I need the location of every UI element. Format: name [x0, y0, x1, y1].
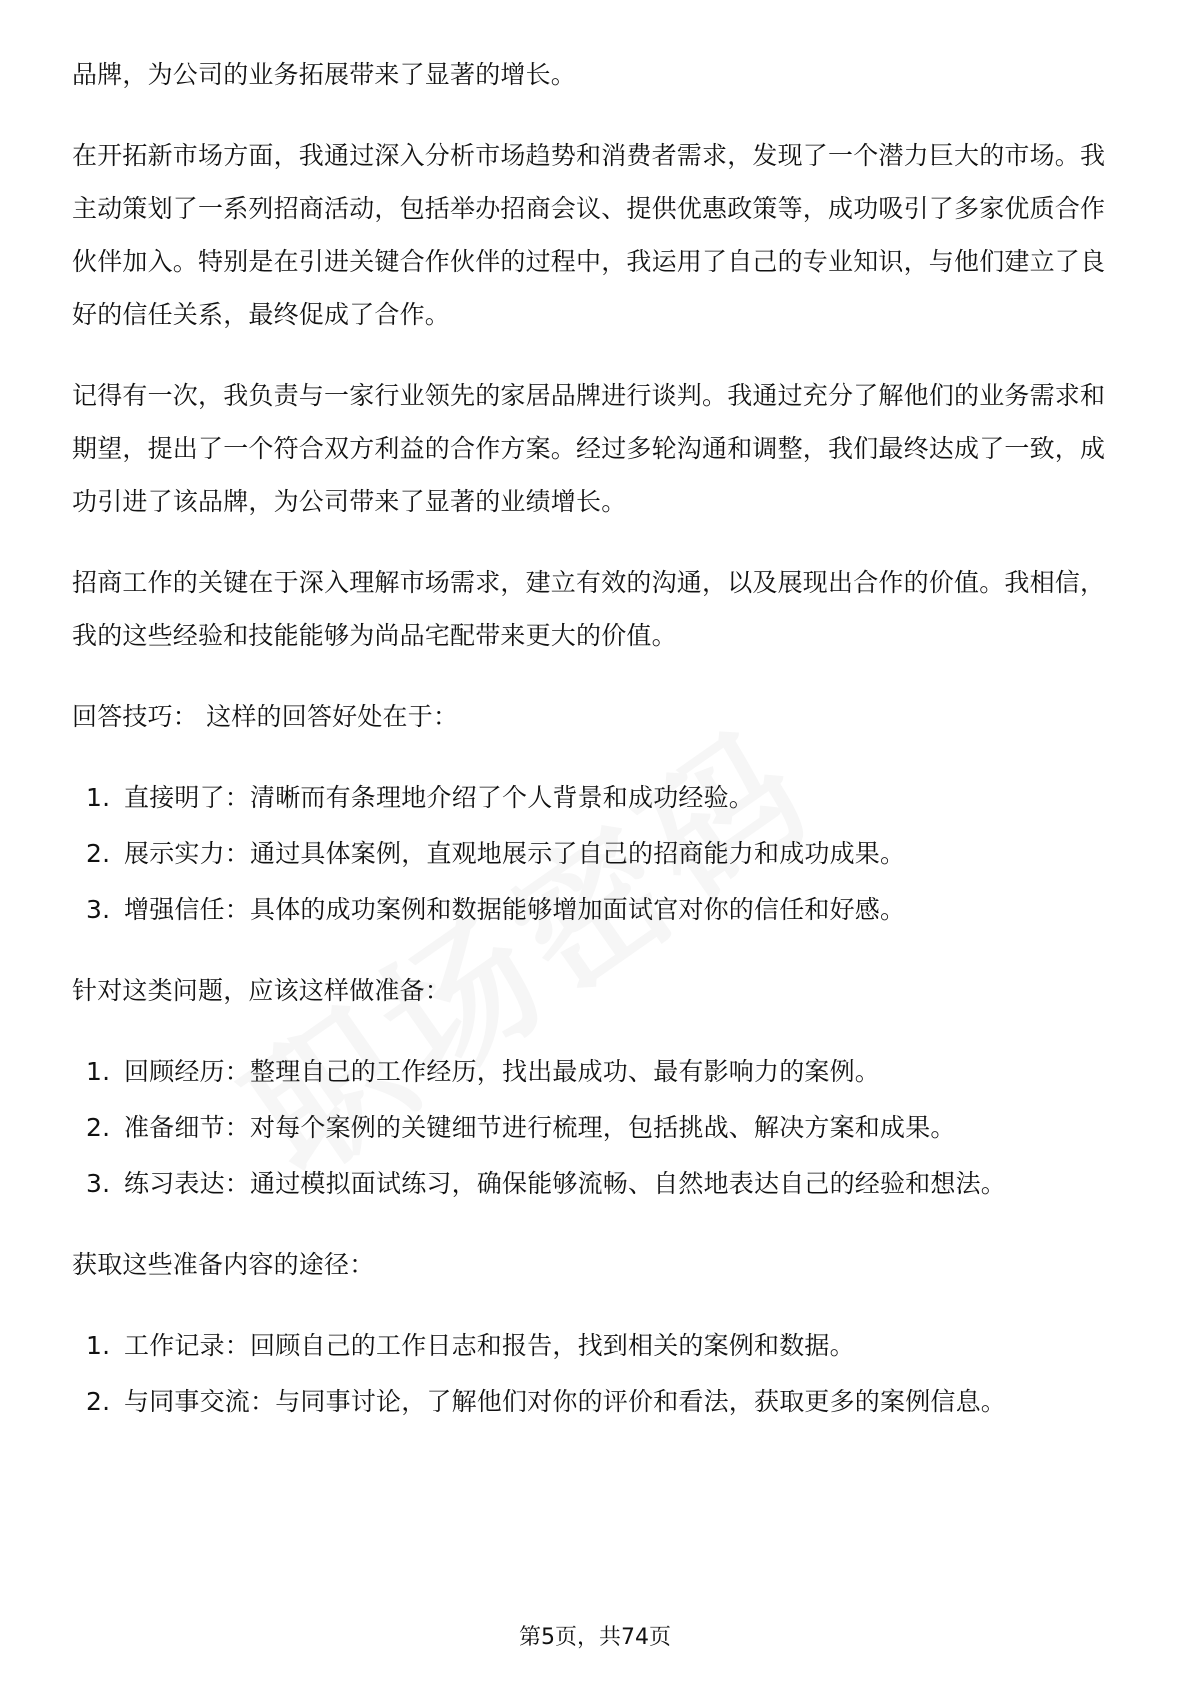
- paragraph: 记得有一次，我负责与一家行业领先的家居品牌进行谈判。我通过充分了解他们的业务需求和期望，提出了一个符合双方利益的合作方案。经过多轮沟通和调整，我们最终达成了一致，成功引进了该品牌，为公司带来了显著的业绩增长。: [72, 381, 1106, 516]
- source-list: [72, 1319, 1118, 1428]
- list-item: [72, 1157, 1118, 1210]
- list-number: 2.: [86, 1113, 111, 1142]
- list-item: [72, 1045, 1118, 1098]
- tips-heading: 回答技巧： 这样的回答好处在于：: [72, 702, 459, 731]
- paragraph: 在开拓新市场方面，我通过深入分析市场趋势和消费者需求，发现了一个潜力巨大的市场。我主动策划了一系列招商活动，包括举办招商会议、提供优惠政策等，成功吸引了多家优质合作伙伴加入。特别是在引进关键合作伙伴的过程中，我运用了自己的专业知识，与他们建立了良好的信任关系，最终促成了合作。: [72, 141, 1106, 329]
- list-number: 1.: [86, 1331, 111, 1360]
- list-text: 准备细节：对每个案例的关键细节进行梳理，包括挑战、解决方案和成果。: [124, 1113, 956, 1142]
- list-text: 回顾经历：整理自己的工作经历，找出最成功、最有影响力的案例。: [124, 1057, 881, 1086]
- list-item: [72, 1319, 1118, 1372]
- list-item: [72, 827, 1118, 880]
- list-item: [72, 883, 1118, 936]
- source-heading: 获取这些准备内容的途径：: [72, 1250, 375, 1279]
- list-item: [72, 771, 1118, 824]
- list-number: 3.: [86, 895, 111, 924]
- list-number: 3.: [86, 1169, 111, 1198]
- prep-heading: 针对这类问题，应该这样做准备：: [72, 976, 451, 1005]
- page-number: 第5页，共74页: [519, 1625, 671, 1650]
- list-item: [72, 1375, 1118, 1428]
- list-number: 2.: [86, 839, 111, 868]
- list-number: 1.: [86, 783, 111, 812]
- list-number: 2.: [86, 1387, 111, 1416]
- list-text: 工作记录：回顾自己的工作日志和报告，找到相关的案例和数据。: [124, 1331, 855, 1360]
- list-number: 1.: [86, 1057, 111, 1086]
- paragraph: 招商工作的关键在于深入理解市场需求，建立有效的沟通，以及展现出合作的价值。我相信，我的这些经验和技能能够为尚品宅配带来更大的价值。: [72, 568, 1106, 650]
- list-text: 直接明了：清晰而有条理地介绍了个人背景和成功经验。: [124, 783, 755, 812]
- document-body: [72, 48, 1118, 1456]
- list-text: 与同事交流：与同事讨论，了解他们对你的评价和看法，获取更多的案例信息。: [124, 1387, 1007, 1416]
- tips-list: [72, 771, 1118, 936]
- list-item: [72, 1101, 1118, 1154]
- list-text: 展示实力：通过具体案例，直观地展示了自己的招商能力和成功成果。: [124, 839, 906, 868]
- list-text: 练习表达：通过模拟面试练习，确保能够流畅、自然地表达自己的经验和想法。: [124, 1169, 1007, 1198]
- list-text: 增强信任：具体的成功案例和数据能够增加面试官对你的信任和好感。: [124, 895, 906, 924]
- prep-list: [72, 1045, 1118, 1210]
- paragraph: 品牌，为公司的业务拓展带来了显著的增长。: [72, 60, 577, 89]
